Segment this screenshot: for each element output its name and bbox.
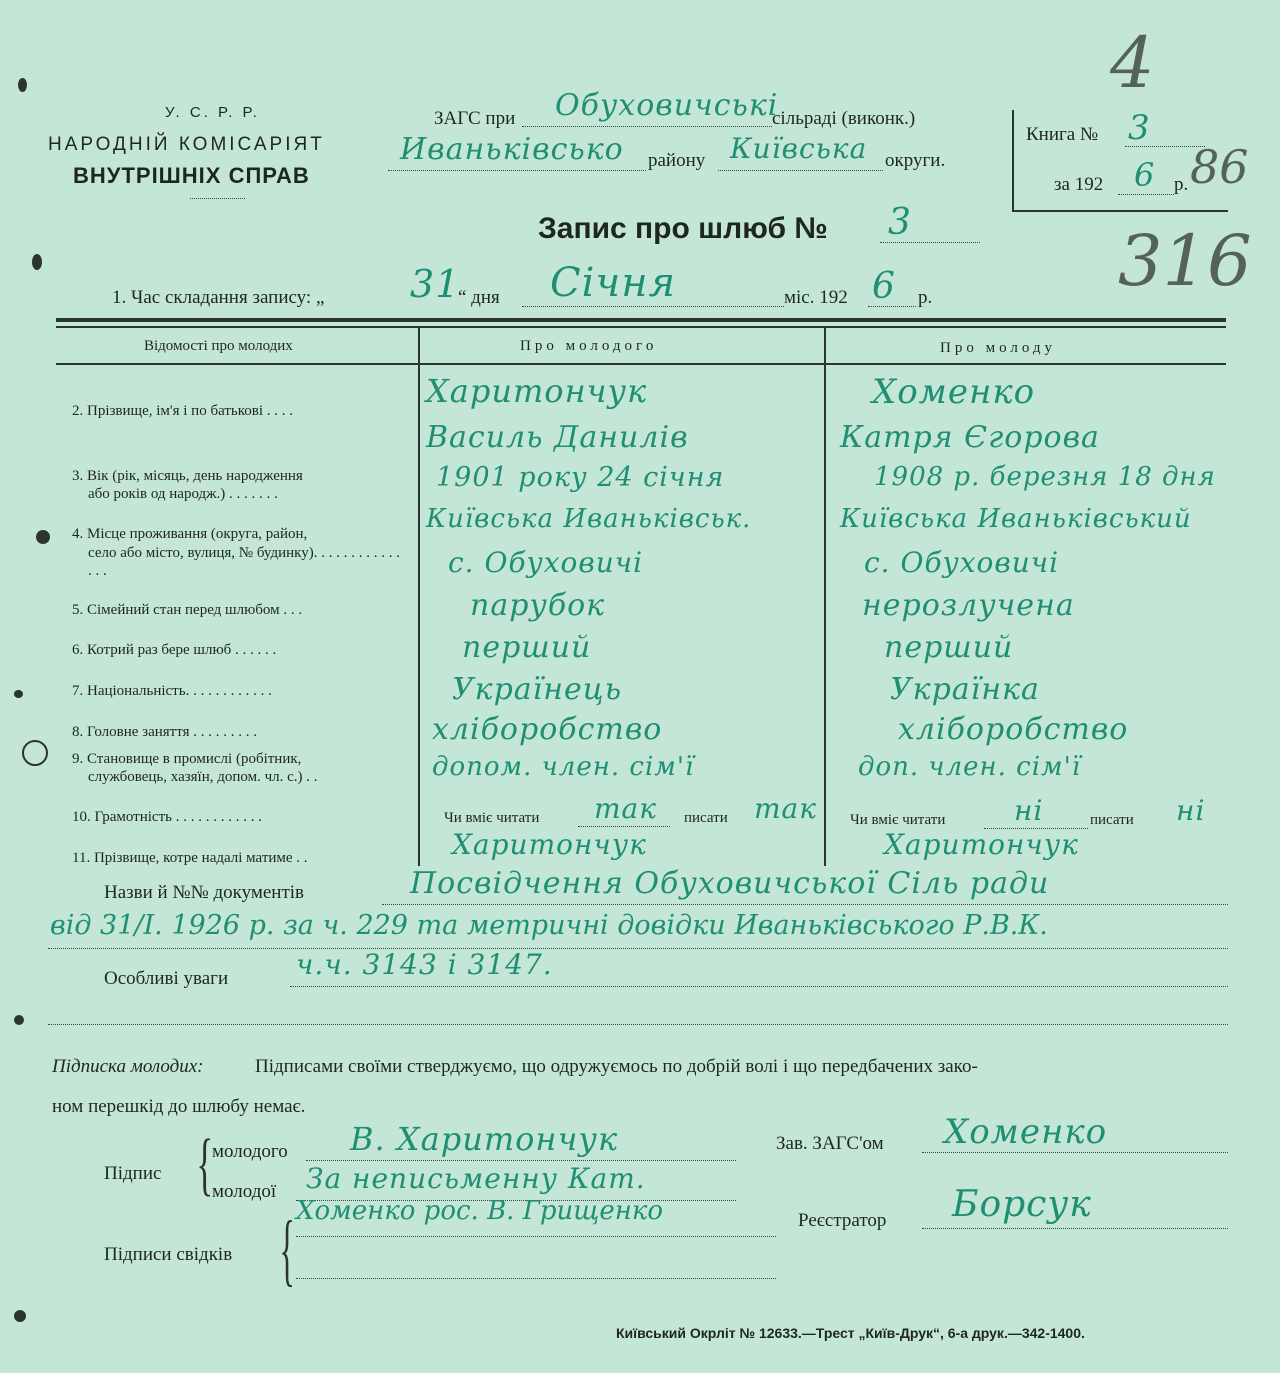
registrar-label: Реєстратор: [798, 1210, 887, 1231]
district-handwritten: Иваньківсько: [400, 132, 624, 167]
groom-given-name: Василь Данилів: [426, 420, 689, 455]
bride-write-value: ні: [1176, 794, 1206, 827]
groom-birthdate: 1901 року 24 січня: [436, 462, 725, 493]
bride-position: доп. член. сім'ї: [858, 752, 1082, 782]
okrug-handwritten: Київська: [730, 132, 868, 165]
record-title: Запис про шлюб №: [538, 212, 828, 245]
documents-text-1: Посвідчення Обуховичської Сіль ради: [410, 866, 1050, 901]
witness-brace: {: [279, 1206, 295, 1294]
book-year-handwritten: 6: [1134, 156, 1156, 194]
row-label-occupation: 8. Головне заняття . . . . . . . . .: [72, 724, 257, 740]
bride-surname: Хоменко: [872, 372, 1036, 412]
row-label-marital: 5. Сімейний стан перед шлюбом . . .: [72, 602, 303, 618]
row-label-literacy: 10. Грамотність . . . . . . . . . . . .: [72, 809, 262, 825]
row-label-name: 2. Прізвище, ім'я і по батькові . . . .: [72, 403, 294, 419]
row-label-residence-2: село або місто, вулиця, № будинку). . . . . . . . . . . . . . .: [88, 545, 400, 579]
groom-nationality: Українець: [452, 672, 623, 707]
corner-extra-handwritten: 86: [1190, 140, 1249, 194]
bride-given-name: Катря Єгорова: [840, 420, 1100, 455]
bride-read-label: Чи вміє читати: [850, 812, 946, 828]
groom-marital: парубок: [470, 588, 606, 623]
book-number-handwritten: 3: [1128, 108, 1151, 148]
punch-hole: [36, 530, 50, 544]
groom-position: допом. член. сім'ї: [432, 752, 695, 782]
ministry-label: ВНУТРІШНІХ СПРАВ: [73, 163, 310, 188]
republic-label: У. С. Р. Р.: [165, 104, 260, 121]
row-label-age: 3. Вік (рік, місяць, день народження: [72, 468, 303, 484]
district-label: району: [648, 150, 706, 171]
row-label-position: 9. Становище в промислі (робітник,: [72, 751, 302, 767]
groom-occupation: хліборобство: [432, 712, 663, 747]
bride-signature: За неписьменну Кат.: [306, 1162, 646, 1195]
groom-village: с. Обуховичі: [448, 546, 644, 579]
commissariat-label: НАРОДНІЙ КОМІСАРІЯТ: [48, 134, 325, 155]
groom-surname: Харитончук: [426, 372, 648, 410]
table-header-details: Відомості про молодих: [144, 338, 293, 354]
row-label-age-2: або років од народж.) . . . . . . .: [88, 486, 278, 502]
groom-write-value: так: [754, 792, 817, 825]
record-year-suffix: р.: [918, 287, 933, 308]
table-header-bride: Про молоду: [940, 340, 1057, 356]
printer-imprint: Київський Окрліт № 12633.—Трест „Київ-Друк“, 6-а друк.—342-1400.: [616, 1325, 1085, 1341]
bride-marital: нерозлучена: [862, 588, 1075, 623]
groom-read-label: Чи вміє читати: [444, 810, 540, 826]
row-label-residence: 4. Місце проживання (округа, район,: [72, 526, 308, 542]
record-month-handwritten: Січня: [550, 260, 677, 306]
row-label-nationality: 7. Національність. . . . . . . . . . . .: [72, 683, 272, 699]
bride-write-label: писати: [1090, 812, 1134, 828]
bride-read-value: ні: [1014, 794, 1044, 827]
zags-prefix: ЗАГС при: [434, 108, 516, 129]
groom-read-value: так: [594, 792, 657, 825]
row-label-position-2: службовець, хазяїн, допом. чл. с.) . .: [88, 769, 318, 785]
groom-signature-label: молодого: [212, 1141, 288, 1162]
punch-hole: [22, 740, 48, 766]
table-top-rule: [56, 318, 1226, 322]
witness-signature: Хоменко рос. В. Грищенко: [296, 1196, 664, 1226]
declaration-text-2: ном перешкід до шлюбу немає.: [52, 1096, 306, 1117]
declaration-text-1: Підписами своїми стверджуємо, що одружуємось по добрій волі і що передбачених зако-: [255, 1056, 978, 1077]
bride-occupation: хліборобство: [898, 712, 1129, 747]
bride-residence: Київська Иваньківський: [840, 504, 1192, 534]
bride-marriage-count: перший: [884, 630, 1014, 665]
bride-nationality: Українка: [890, 672, 1040, 707]
documents-text-2: від 31/І. 1926 р. за ч. 229 та метричні довідки Иваньківського Р.В.К.: [50, 910, 1048, 941]
punch-hole: [14, 690, 23, 698]
documents-label: Назви й №№ документів: [104, 882, 305, 903]
row-label-marriage-count: 6. Котрий раз бере шлюб . . . . . .: [72, 642, 277, 658]
remarks-label: Особливі уваги: [104, 968, 229, 989]
archive-number-handwritten: 316: [1118, 220, 1252, 302]
punch-hole: [32, 254, 42, 270]
book-label: Книга №: [1026, 124, 1099, 145]
book-year-prefix: за 192: [1054, 174, 1104, 195]
okrug-label: округи.: [885, 150, 946, 171]
corner-mark-handwritten: 4: [1110, 22, 1155, 104]
record-time-label: 1. Час складання запису: „: [112, 287, 325, 308]
signature-brace: {: [196, 1126, 214, 1203]
table-header-groom: Про молодого: [520, 338, 658, 354]
groom-future-surname: Харитончук: [452, 828, 647, 861]
bride-signature-label: молодої: [212, 1181, 277, 1202]
punch-hole: [14, 1015, 24, 1025]
zags-village-handwritten: Обуховичські: [555, 88, 779, 123]
documents-text-3: ч.ч. 3143 і 3147.: [296, 948, 553, 981]
groom-residence: Київська Иваньківськ.: [426, 504, 752, 534]
groom-signature: В. Харитончук: [350, 1120, 619, 1158]
zags-head-label: Зав. ЗАГС'ом: [776, 1133, 884, 1154]
signature-label: Підпис: [104, 1163, 162, 1184]
bride-village: с. Обуховичі: [864, 546, 1060, 579]
punch-hole: [14, 1310, 26, 1322]
record-month-label: міс. 192: [784, 287, 848, 308]
bride-future-surname: Харитончук: [884, 828, 1079, 861]
registrar-signature: Борсук: [952, 1184, 1092, 1225]
book-year-suffix: р.: [1174, 174, 1189, 195]
groom-write-label: писати: [684, 810, 728, 826]
declaration-lead: Підписка молодих:: [52, 1056, 204, 1077]
record-year-handwritten: 6: [872, 266, 896, 307]
row-label-future-surname: 11. Прізвище, котре надалі матиме . .: [72, 850, 308, 866]
record-number-handwritten: 3: [888, 202, 912, 243]
punch-hole: [18, 78, 27, 92]
witness-label: Підписи свідків: [104, 1244, 233, 1265]
groom-marriage-count: перший: [462, 630, 592, 665]
record-day-handwritten: 31: [410, 262, 461, 306]
zags-suffix: сільраді (виконк.): [772, 108, 916, 129]
bride-birthdate: 1908 р. березня 18 дня: [874, 462, 1216, 492]
record-day-suffix: “ дня: [458, 287, 500, 308]
zags-head-signature: Хоменко: [944, 1112, 1108, 1152]
